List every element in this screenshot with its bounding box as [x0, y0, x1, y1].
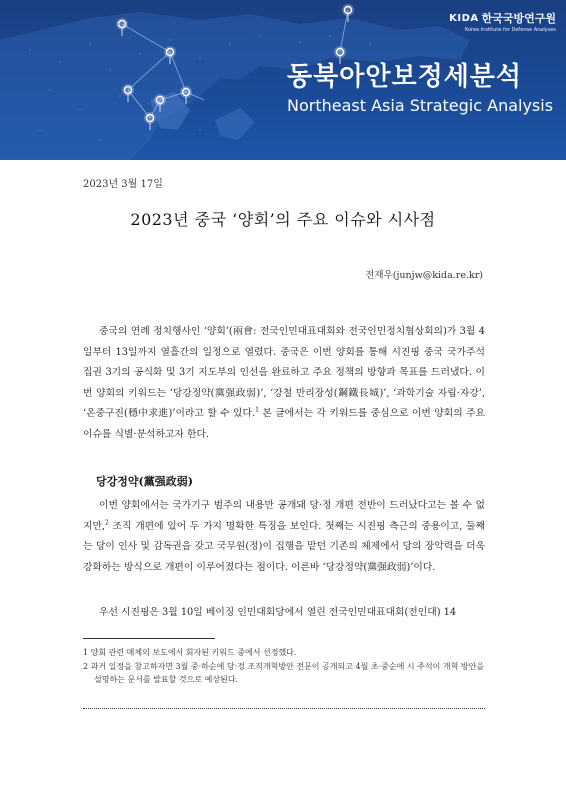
footnote-divider [83, 638, 215, 639]
body-paragraph [83, 496, 485, 578]
series-title-korean: 동북아안보정세분석 [287, 62, 523, 92]
series-title-english: Northeast Asia Strategic Analysis [287, 96, 554, 115]
article-title: 2023년 중국 ‘양회’의 주요 이슈와 시사점 [130, 210, 436, 229]
intro-text-a: 중국의 연례 정치행사인 ‘양회’(兩會: 전국인민대표대회와 전국인민정치협상회의)가 3월 4일부터 13일까지 열흘간의 일정으로 열렸다. 중국은 이번 양회를 통해 시진핑 중국 국가주석 집권 3기의 공식화 및 3기 지도부의 인선을 완료하고 주요 정책의 방향과 목표를 드러냈다. 이번 양회의 키워드는 ‘당강정약(黨强政弱)’, ‘강철 만리장성(鋼鐵長城)’, ‘과학기술 자립·자강’, ‘온중구진(穩中求進)’이라고 할 수 있다. [83, 326, 485, 420]
author-contact: 전재우(junjw@kida.re.kr) [365, 270, 483, 281]
kida-logo [449, 10, 556, 33]
org-name-english: Korea Institute for Defense Analyses [464, 27, 556, 33]
intro-text-b: 본 글에서는 각 키워드를 중심으로 이번 양회의 주요 이슈를 식별·분석하고자 한다. [83, 408, 486, 440]
footnote-2: 2 과거 일정을 참고하자면 3월 중·하순에 당·정 조직개혁방안 전문이 공개되고 4월 초·중순에 시 주석이 개혁 방안을 설명하는 문서를 발표할 것으로 예상된다. [83, 662, 485, 684]
footnote-ref-1[interactable]: 1 [255, 407, 259, 415]
body-text-b: 조직 개편에 있어 두 가지 명확한 특징을 보인다. 첫째는 시진핑 측근의 중용이고, 둘째는 당이 인사 및 감독권을 갖고 국무원(정)이 집행을 맡던 기존의 체제에서 당의 장악력을 더욱 강화하는 방식으로 개편이 이루어졌다는 점이다. 이른바 ‘당강정약(黨强政弱)’이다. [83, 520, 485, 573]
dotted-separator [83, 708, 485, 709]
footnote-1: 1 양회 관련 매체의 보도에서 회자된 키워드 중에서 선정했다. [83, 648, 297, 657]
org-name-korean: 한국국방연구원 [481, 12, 556, 25]
header-banner [0, 0, 566, 160]
body-text-a: 이번 양회에서는 국가기구 범주의 내용만 공개돼 당·정 개편 전반이 드러났다고는 볼 수 없지만, [83, 500, 485, 532]
kida-logo-mark: KIDA [449, 12, 479, 24]
intro-paragraph [83, 322, 485, 446]
publication-date: 2023년 3월 17일 [83, 179, 163, 190]
body-paragraph-continued: 우선 시진핑은 3월 10일 베이징 인민대회당에서 열린 전국인민대표대회(전인대) 14 [99, 607, 457, 618]
section-heading: 당강정약(黨强政弱) [96, 475, 193, 488]
footnote-ref-2[interactable]: 2 [105, 519, 109, 527]
